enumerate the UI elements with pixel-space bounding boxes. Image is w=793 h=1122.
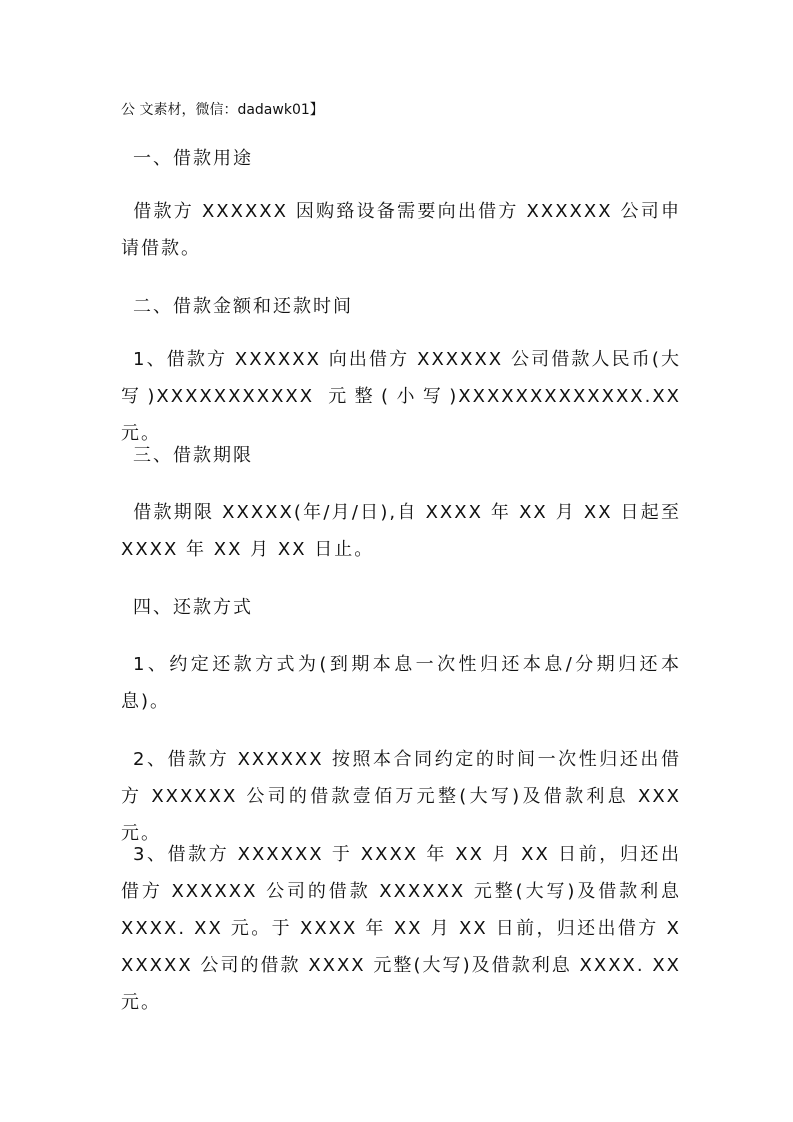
paragraph-repayment-1-text: 1、约定还款方式为(到期本息一次性归还本息/分期归还本息)。 [121,654,681,712]
paragraph-repayment-3 [121,836,681,1021]
paragraph-purpose-text: 借款方 XXXXXX 因购臵设备需要向出借方 XXXXXX 公司申请借款。 [121,201,681,259]
section-heading-term-text: 三、借款期限 [133,445,253,466]
source-note: 公 文素材，微信：dadawk01】 [121,102,324,118]
section-heading-amount [121,288,681,325]
paragraph-repayment-3-text: 3、借款方 XXXXXX 于 XXXX 年 XX 月 XX 日前，归还出借方 XXXXXX 公司的借款 XXXXXX 元整(大写)及借款利息 XXXX. XX 元。于 XXXX 年 XX 月 XX 日前，归还出借方 XXXXXX 公司的借款 XXXX 元整(大写)及借款利息 XXXX. XX 元。 [121,844,681,1013]
section-heading-purpose [121,140,681,177]
paragraph-purpose [121,193,681,267]
paragraph-term-text: 借款期限 XXXXX(年/月/日),自 XXXX 年 XX 月 XX 日起至 XXXX 年 XX 月 XX 日止。 [121,502,681,560]
section-heading-repayment [121,589,681,626]
paragraph-repayment-2-text: 2、借款方 XXXXXX 按照本合同约定的时间一次性归还出借方 XXXXXX 公司的借款壹佰万元整(大写)及借款利息 XXX 元。 [121,749,681,844]
paragraph-amount-text: 1、借款方 XXXXXX 向出借方 XXXXXX 公司借款人民币(大写)XXXXXXXXXXX 元整(小写)XXXXXXXXXXXXX.XX 元。 [121,349,681,444]
section-heading-term [121,437,681,474]
section-heading-repayment-text: 四、还款方式 [133,597,253,618]
paragraph-repayment-1 [121,646,681,720]
section-heading-purpose-text: 一、借款用途 [133,148,253,169]
paragraph-amount [121,341,681,452]
section-heading-amount-text: 二、借款金额和还款时间 [133,296,353,317]
paragraph-term [121,494,681,568]
